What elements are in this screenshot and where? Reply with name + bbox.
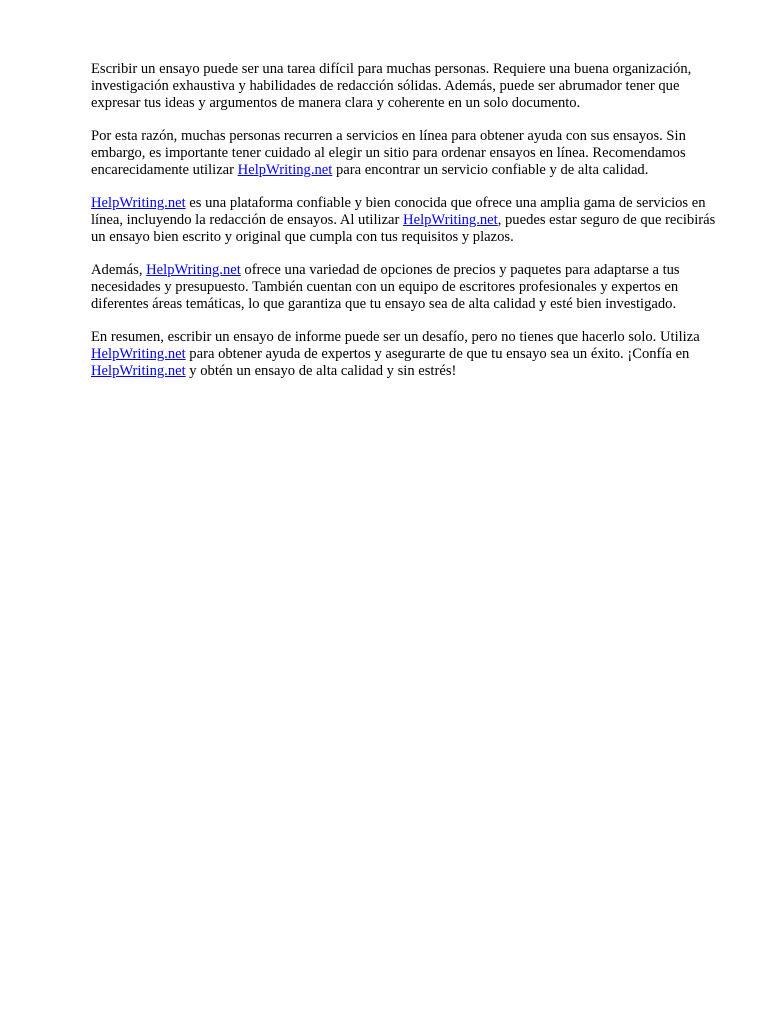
paragraph-text: , puedes estar seguro de que recibirás un ensayo bien escrito y original que cumpla con tus requisitos y plazos. [91,212,716,246]
helpwriting-link[interactable]: HelpWriting.net [403,212,498,229]
paragraph-text: Además, [91,262,147,278]
paragraph-pricing [91,262,731,314]
paragraph-summary [91,329,731,381]
paragraph-text: para obtener ayuda de expertos y asegurarte de que tu ensayo sea un éxito. ¡Confía en [185,346,690,363]
paragraph-services [91,128,731,180]
paragraph-platform [91,195,731,247]
paragraph-intro [91,61,731,113]
paragraph-text: Escribir un ensayo puede ser una tarea difícil para muchas personas. Requiere una buena organización, investigación exhaustiva y habilidades de redacción sólidas. Además, puede ser abrumador tener que expresar tus ideas y argumentos de manera clara y coherente en un solo documento. [91,61,692,112]
paragraph-text: para encontrar un servicio confiable y de alta calidad. [332,162,649,179]
document-page [91,61,731,396]
helpwriting-link[interactable]: HelpWriting.net [91,363,186,380]
helpwriting-link[interactable]: HelpWriting.net [237,162,333,179]
paragraph-text: En resumen, escribir un ensayo de informe puede ser un desafío, pero no tienes que hacerlo solo. Utiliza [91,329,700,345]
paragraph-text: ofrece una variedad de opciones de precios y paquetes para adaptarse a tus necesidades y presupuesto. También cuentan con un equipo de escritores profesionales y expertos en diferentes áreas temáticas, lo que garantiza que tu ensayo sea de alta calidad y esté bien investigado. [91,262,680,313]
helpwriting-link[interactable]: HelpWriting.net [146,262,241,278]
paragraph-text: y obtén un ensayo de alta calidad y sin estrés! [185,363,457,380]
paragraph-text: Por esta razón, muchas personas recurren a servicios en línea para obtener ayuda con sus ensayos. Sin embargo, es importante tener cuidado al elegir un sitio para ordenar ensayos en línea. Recomendamos encarecidamente utilizar [91,128,686,179]
helpwriting-link[interactable]: HelpWriting.net [91,346,186,363]
paragraph-text: es una plataforma confiable y bien conocida que ofrece una amplia gama de servicios en línea, incluyendo la redacción de ensayos. Al utilizar [91,195,706,229]
helpwriting-link[interactable]: HelpWriting.net [91,195,186,211]
